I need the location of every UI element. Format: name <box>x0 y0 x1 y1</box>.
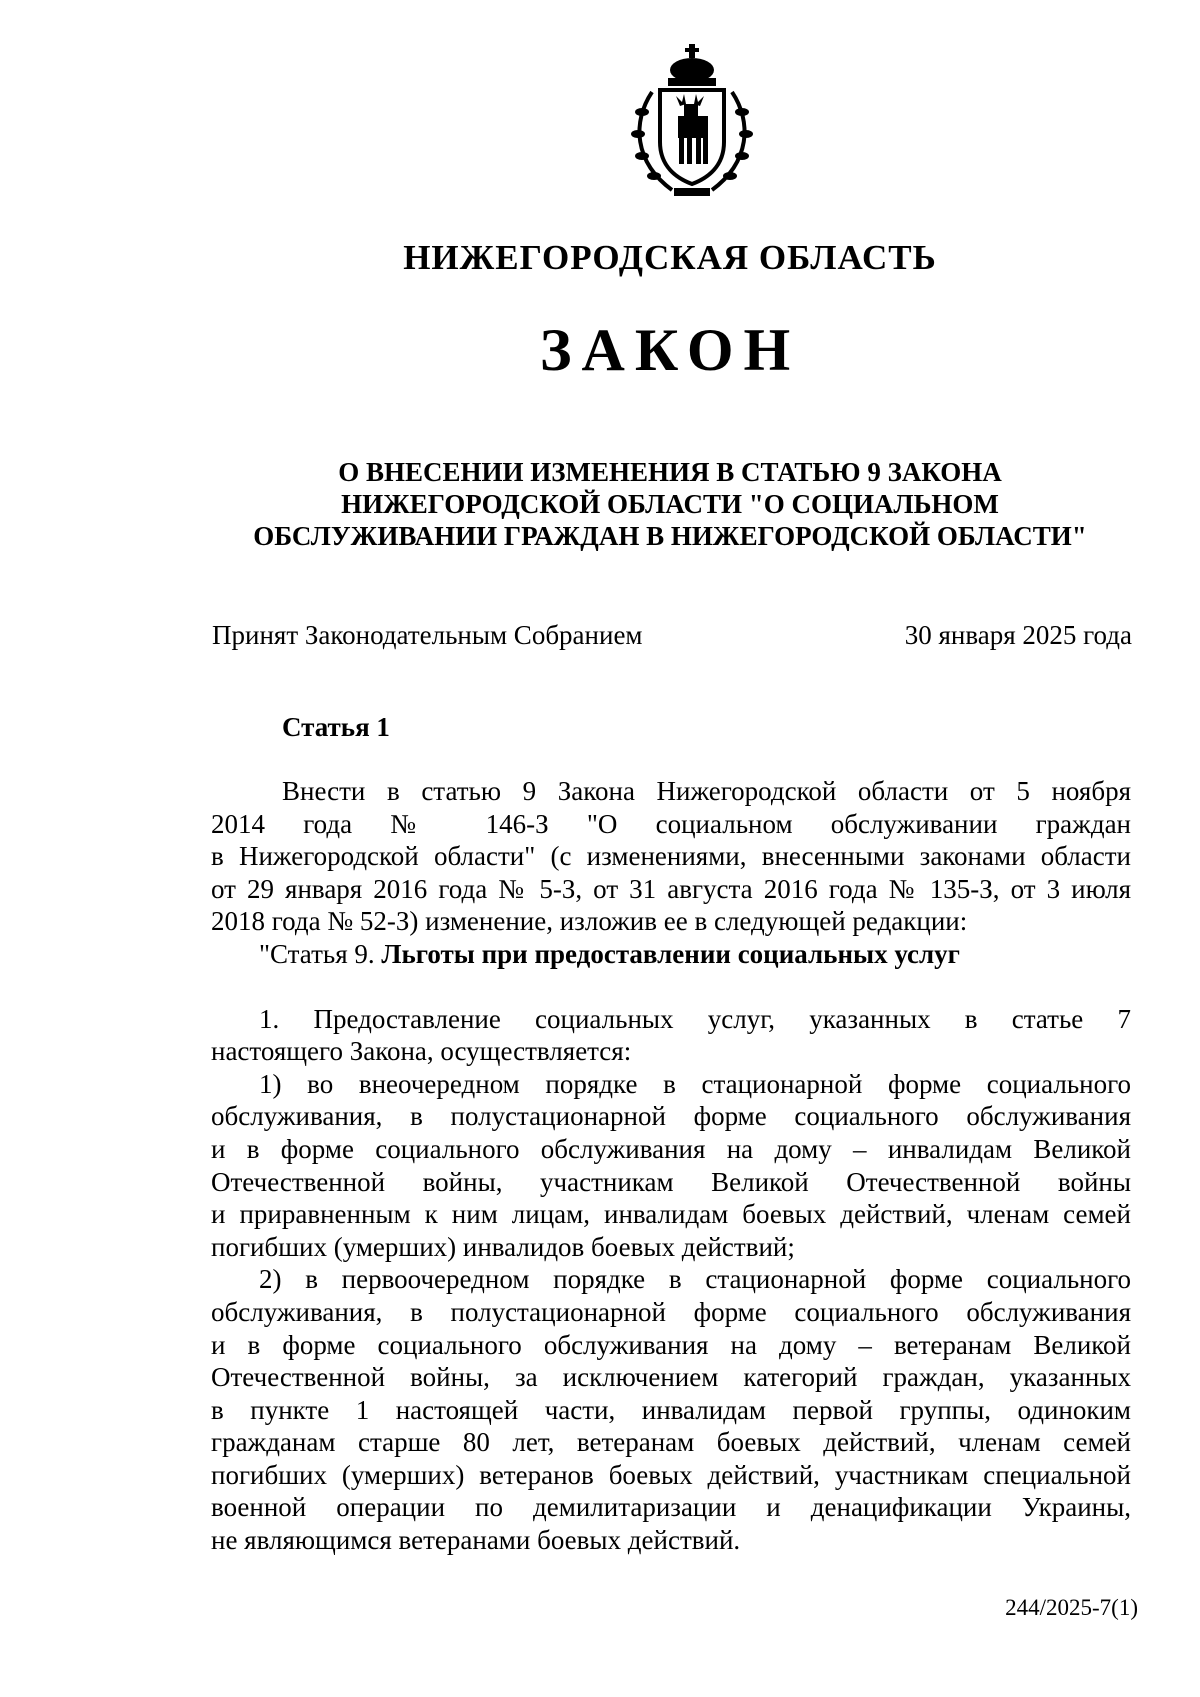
document-number: 244/2025-7(1) <box>1005 1595 1138 1620</box>
adoption-date: 30 января 2025 года <box>904 620 1132 650</box>
quoted-article-heading <box>211 938 1131 971</box>
text-line: и в форме социального обслуживания на дому – ветеранам Великой <box>211 1329 1131 1360</box>
text-line: 2) в первоочередном порядке в стационарной форме социального <box>259 1264 1131 1295</box>
quoted-heading-prefix: "Статья 9. <box>259 938 382 969</box>
text-line: обслуживания, в полустационарной форме социального обслуживания <box>211 1296 1131 1327</box>
text-line: 2014 года № 146-З "О социальном обслуживании граждан <box>211 808 1131 839</box>
text-line: не являющимся ветеранами боевых действий. <box>211 1525 741 1556</box>
text-line: от 29 января 2016 года № 5-З, от 31 августа 2016 года № 135-З, от 3 июля <box>211 873 1131 904</box>
text-line: 2018 года № 52-З) изменение, изложив ее в следующей редакции: <box>211 906 968 937</box>
quoted-heading-bold: Льготы при предоставлении социальных услуг <box>381 938 960 969</box>
article-heading: Статья 1 <box>282 712 390 742</box>
document-type-title: ЗАКОН <box>539 317 801 383</box>
subtitle-line: НИЖЕГОРОДСКОЙ ОБЛАСТИ "О СОЦИАЛЬНОМ <box>341 489 999 519</box>
text-line: настоящего Закона, осуществляется: <box>211 1036 632 1067</box>
text-line: Внести в статью 9 Закона Нижегородской области от 5 ноября <box>282 776 1131 806</box>
region-title: НИЖЕГОРОДСКАЯ ОБЛАСТЬ <box>403 238 937 277</box>
subtitle-line: О ВНЕСЕНИИ ИЗМЕНЕНИЯ В СТАТЬЮ 9 ЗАКОНА <box>338 457 1002 487</box>
adoption-label: Принят Законодательным Собранием <box>212 620 643 650</box>
law-subtitle <box>180 456 1160 552</box>
text-line: 1) во внеочередном порядке в стационарной форме социального <box>259 1068 1131 1099</box>
text-line: обслуживания, в полустационарной форме социального обслуживания <box>211 1101 1131 1132</box>
article-body <box>211 775 1131 1557</box>
text-line: и в форме социального обслуживания на дому – инвалидам Великой <box>211 1133 1131 1164</box>
text-line: в пункте 1 настоящей части, инвалидам первой группы, одиноким <box>211 1394 1131 1425</box>
text-line: в Нижегородской области" (с изменениями, внесенными законами области <box>211 841 1131 872</box>
text-line: Отечественной войны, за исключением категорий граждан, указанных <box>211 1362 1131 1393</box>
text-line: 1. Предоставление социальных услуг, указанных в статье 7 <box>259 1003 1131 1034</box>
text-line: гражданам старше 80 лет, ветеранам боевых действий, членам семей <box>211 1427 1131 1458</box>
text-line: военной операции по демилитаризации и денацификации Украины, <box>211 1492 1131 1523</box>
text-line: погибших (умерших) ветеранов боевых действий, участникам специальной <box>211 1459 1131 1490</box>
text-line: погибших (умерших) инвалидов боевых действий; <box>211 1231 795 1262</box>
subtitle-line: ОБСЛУЖИВАНИИ ГРАЖДАН В НИЖЕГОРОДСКОЙ ОБЛАСТИ" <box>253 521 1087 551</box>
adoption-row <box>212 620 1132 651</box>
coat-of-arms-icon <box>622 42 762 200</box>
text-line: и приравненным к ним лицам, инвалидам боевых действий, членам семей <box>211 1199 1131 1230</box>
text-line: Отечественной войны, участникам Великой Отечественной войны <box>211 1166 1131 1197</box>
